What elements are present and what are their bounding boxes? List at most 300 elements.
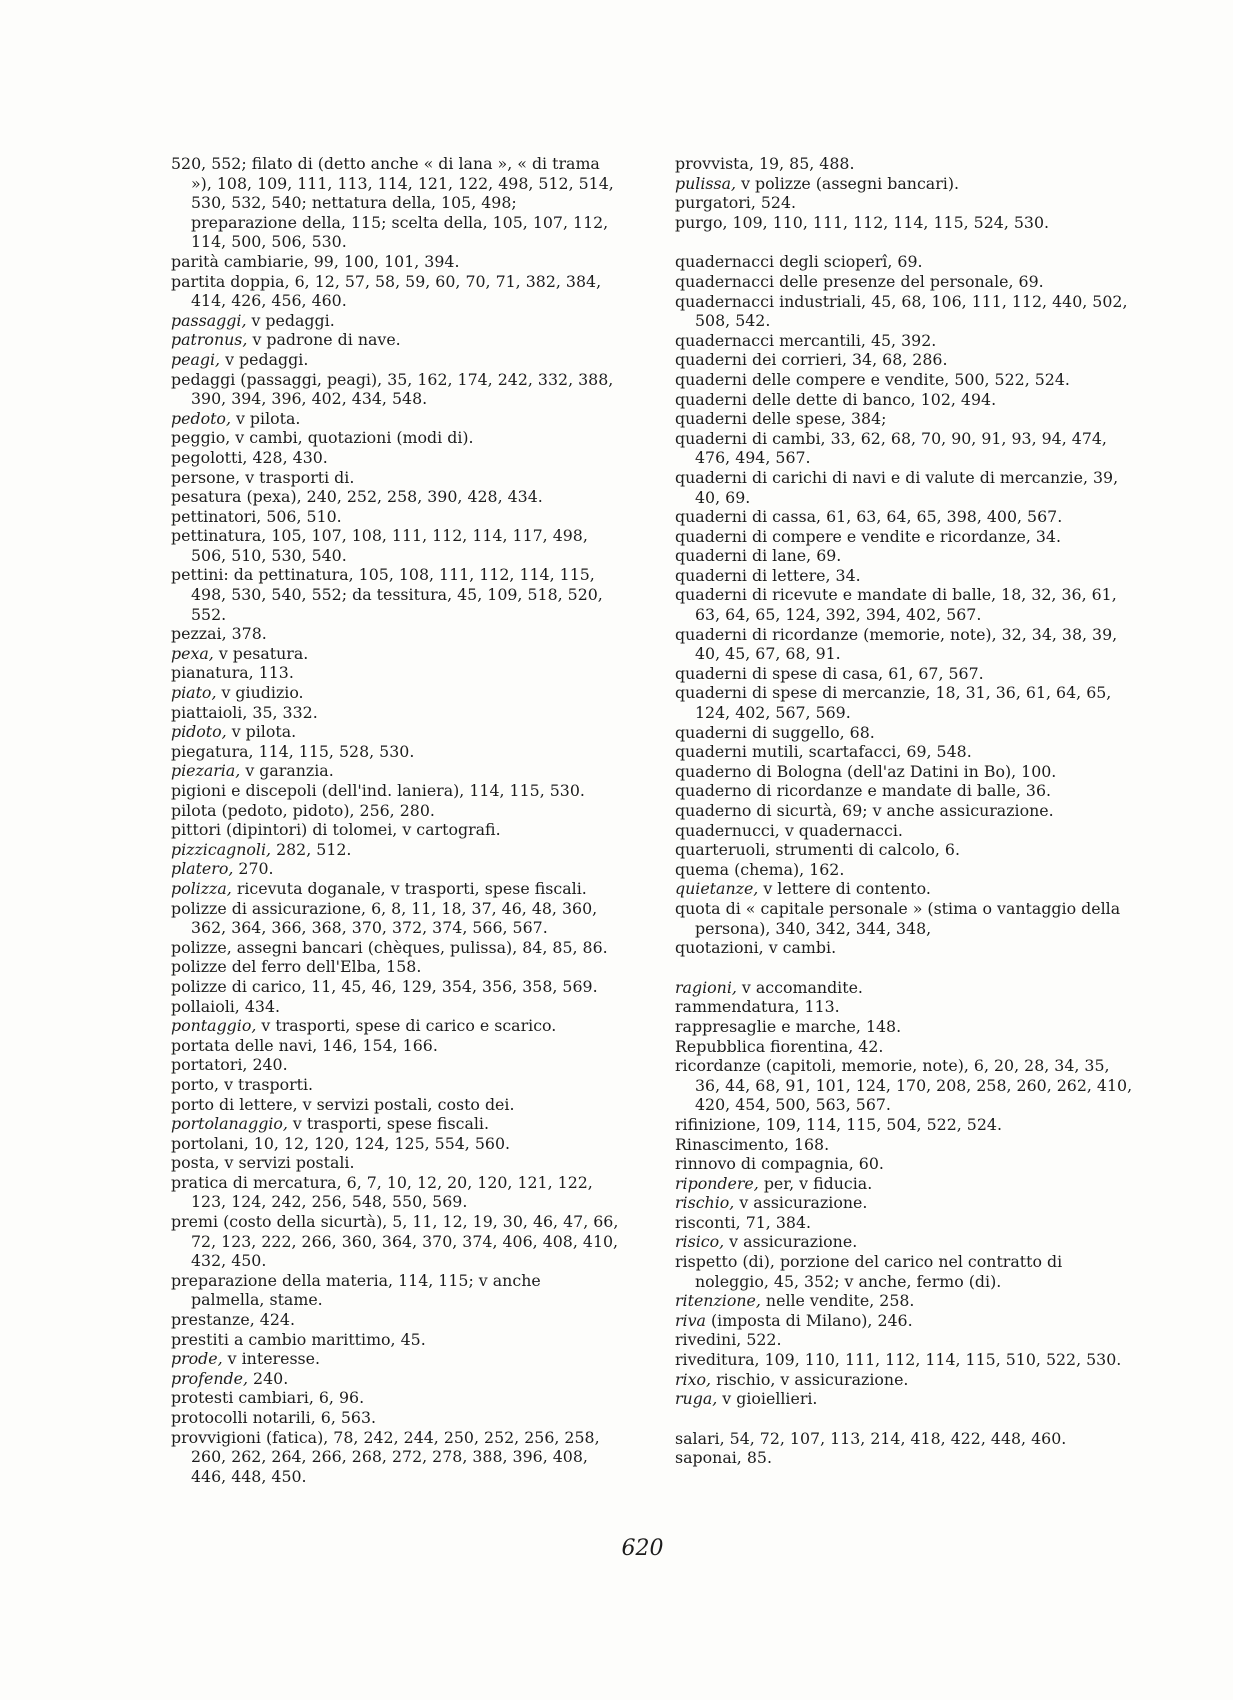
index-references: 506, 510. bbox=[261, 506, 342, 526]
index-entry bbox=[675, 546, 1135, 566]
index-references: v giudizio. bbox=[216, 683, 304, 703]
index-entry bbox=[171, 1212, 619, 1271]
index-entry bbox=[675, 213, 1135, 233]
section-gap bbox=[675, 1409, 1135, 1429]
index-entry bbox=[675, 762, 1135, 782]
index-references: 45. bbox=[395, 1329, 426, 1349]
index-references: 69. bbox=[892, 252, 923, 272]
index-entry bbox=[171, 1388, 619, 1408]
index-references: v interesse. bbox=[222, 1349, 321, 1369]
index-term: rinnovo di compagnia, bbox=[675, 1154, 854, 1174]
index-term: quadernucci, bbox=[675, 820, 780, 840]
index-entry bbox=[171, 977, 619, 997]
index-term: patronus, bbox=[171, 330, 248, 350]
index-term: partita doppia, bbox=[171, 271, 290, 291]
index-entry bbox=[171, 859, 619, 879]
index-entry bbox=[675, 527, 1135, 547]
index-term: porto, bbox=[171, 1074, 220, 1094]
index-term: risico, bbox=[675, 1232, 725, 1252]
index-term: portata delle navi, bbox=[171, 1035, 318, 1055]
index-term: quadernacci industriali, bbox=[675, 291, 867, 311]
index-term: quema bbox=[675, 859, 730, 879]
index-term: rammendatura, bbox=[675, 997, 800, 1017]
index-references: 39, 40, 69. bbox=[695, 467, 1119, 507]
index-entry bbox=[675, 1193, 1135, 1213]
index-entry bbox=[675, 997, 1135, 1017]
index-term: quaderni di carichi di navi e di valute di mercanzie, bbox=[675, 467, 1088, 487]
index-entry bbox=[171, 1408, 619, 1428]
index-term: ruga, bbox=[675, 1389, 718, 1409]
index-entry bbox=[675, 781, 1135, 801]
index-references: per, v fiducia. bbox=[758, 1173, 873, 1193]
index-entry bbox=[171, 1369, 619, 1389]
index-entry bbox=[675, 507, 1135, 527]
index-references: 69; v anche assicurazione. bbox=[837, 801, 1054, 820]
index-entry bbox=[171, 1075, 619, 1095]
index-term: platero, bbox=[171, 859, 234, 879]
index-references: v pedaggi. bbox=[246, 310, 335, 330]
index-references: 158. bbox=[381, 957, 422, 977]
index-term: quaderni di ricordanze bbox=[675, 624, 859, 644]
index-term: pettinatori, bbox=[171, 506, 262, 526]
index-entry bbox=[171, 1428, 619, 1487]
index-entry bbox=[675, 1135, 1135, 1155]
index-entry bbox=[675, 1370, 1135, 1390]
index-references: v trasporti, spese di carico e scarico. bbox=[256, 1016, 557, 1036]
index-entry bbox=[675, 801, 1135, 821]
index-references: v cambi, quotazioni (modi di). bbox=[230, 428, 474, 448]
index-term: parità cambiarie, bbox=[171, 251, 309, 271]
index-references: v assicurazione. bbox=[724, 1232, 858, 1252]
index-entry bbox=[675, 821, 1135, 841]
index-entry bbox=[675, 1291, 1135, 1311]
index-entry bbox=[171, 820, 619, 840]
index-term: quadernacci degli scioperî, bbox=[675, 252, 893, 272]
page-number: 620 bbox=[621, 1536, 664, 1561]
index-term: pulissa, bbox=[675, 173, 737, 193]
index-term: polizze di carico, bbox=[171, 976, 307, 996]
index-term: portolani, bbox=[171, 1133, 249, 1153]
index-entry bbox=[675, 978, 1135, 998]
index-references: 68. bbox=[844, 722, 875, 742]
index-entry bbox=[171, 1153, 619, 1173]
index-references: 11, 45, 46, 129, 354, 356, 358, 569. bbox=[306, 976, 598, 996]
index-term: pilota bbox=[171, 800, 217, 820]
index-references: 114, 115, 528, 530. bbox=[253, 741, 415, 761]
index-term: pesatura bbox=[171, 487, 242, 507]
index-term: purgatori, bbox=[675, 193, 756, 213]
index-references: (passaggi, peagi), 35, 162, 174, 242, 332, 388, 390, 394, 396, 402, 434, 548. bbox=[191, 369, 614, 409]
index-references: 146, 154, 166. bbox=[317, 1035, 438, 1055]
index-term: pegolotti, bbox=[171, 447, 248, 467]
index-references: nelle vendite, 258. bbox=[760, 1291, 915, 1311]
index-entry bbox=[675, 468, 1135, 507]
index-term: quaderni delle compere e vendite, bbox=[675, 369, 950, 389]
index-references: (dipintori) di tolomei, v cartografi. bbox=[220, 820, 501, 840]
index-term: quaderni mutili, scartafacci, bbox=[675, 742, 902, 762]
index-references: 428, 430. bbox=[247, 447, 328, 467]
index-references: 6, 8, 11, 18, 37, 46, 48, 360, 362, 364, 366, 368, 370, 372, 374, 566, 567. bbox=[191, 898, 598, 938]
index-references: 33, 62, 68, 70, 90, 91, 93, 94, 474, 476, 494, 567. bbox=[695, 428, 1107, 468]
index-entry bbox=[171, 781, 619, 801]
index-entry bbox=[675, 154, 1135, 174]
index-references: v garanzia. bbox=[240, 761, 334, 781]
index-entry bbox=[171, 1016, 619, 1036]
index-term: quaderno di ricordanze e mandate di balle, bbox=[675, 781, 1021, 801]
index-entry bbox=[675, 1330, 1135, 1350]
section-gap bbox=[675, 232, 1135, 252]
index-entry bbox=[675, 683, 1135, 722]
index-entry bbox=[675, 1232, 1135, 1252]
index-references: (chema), 162. bbox=[729, 859, 845, 879]
index-term: ricordanze bbox=[675, 1056, 761, 1076]
index-term: quaderno di sicurtà, bbox=[675, 801, 838, 820]
index-term: rischio, bbox=[675, 1193, 735, 1213]
index-term: quaderni di lettere, bbox=[675, 565, 831, 585]
index-entry bbox=[171, 487, 619, 507]
index-entry bbox=[171, 1310, 619, 1330]
index-term: ritenzione, bbox=[675, 1291, 761, 1311]
index-references: 240. bbox=[247, 1055, 288, 1075]
index-entry bbox=[171, 1173, 619, 1212]
index-entry bbox=[171, 663, 619, 683]
index-term: quaderni di compere e vendite e ricordanze, bbox=[675, 526, 1031, 546]
index-references: 71, 384. bbox=[740, 1212, 812, 1232]
index-term: peagi, bbox=[171, 349, 221, 369]
index-term: quaderni dei corrieri, bbox=[675, 350, 847, 370]
index-entry bbox=[171, 683, 619, 703]
index-references: 109, 110, 111, 112, 114, 115, 510, 522, 530. bbox=[759, 1350, 1122, 1370]
index-references: 522. bbox=[741, 1330, 782, 1350]
index-entry bbox=[171, 468, 619, 488]
index-references: 69. bbox=[1013, 271, 1044, 291]
index-entry bbox=[675, 1389, 1135, 1409]
index-term: protesti cambiari, bbox=[171, 1388, 314, 1408]
index-references: v pilota. bbox=[230, 408, 301, 428]
index-references: 6, 12, 57, 58, 59, 60, 70, 71, 382, 384, 414, 426, 456, 460. bbox=[191, 271, 602, 311]
index-references: 113. bbox=[799, 997, 840, 1017]
index-references: 105, 107, 108, 111, 112, 114, 117, 498, 506, 510, 530, 540. bbox=[191, 526, 588, 565]
index-term: pontaggio, bbox=[171, 1016, 257, 1036]
index-references: 45, 68, 106, 111, 112, 440, 502, 508, 542. bbox=[695, 291, 1128, 331]
index-references: 240. bbox=[248, 1368, 289, 1388]
index-column-right bbox=[675, 154, 1135, 1468]
index-entry bbox=[675, 723, 1135, 743]
index-term: quaderni di cassa, bbox=[675, 507, 822, 527]
index-term: piezaria, bbox=[171, 761, 241, 781]
index-term: passaggi, bbox=[171, 310, 247, 330]
index-entry bbox=[675, 1213, 1135, 1233]
index-entry bbox=[675, 174, 1135, 194]
index-references: 99, 100, 101, 394. bbox=[308, 251, 460, 271]
index-entry bbox=[675, 331, 1135, 351]
index-references: v pilota. bbox=[226, 722, 297, 742]
index-entry bbox=[675, 1252, 1135, 1291]
index-term: pigioni e discepoli bbox=[171, 781, 317, 800]
index-term: purgo, bbox=[675, 212, 728, 232]
index-references: 378. bbox=[226, 624, 267, 644]
index-term: piattaioli, bbox=[171, 702, 248, 722]
index-entry bbox=[675, 1037, 1135, 1057]
index-term: quaderni di lane, bbox=[675, 546, 812, 566]
index-entry bbox=[171, 272, 619, 311]
index-entry bbox=[675, 350, 1135, 370]
index-term: quaderni delle spese, bbox=[675, 409, 846, 429]
index-entry bbox=[675, 585, 1135, 624]
index-term: quaderno di Bologna bbox=[675, 761, 842, 781]
index-entry bbox=[171, 957, 619, 977]
index-entry bbox=[171, 526, 619, 565]
index-references: (dell'az Datini in Bo), 100. bbox=[842, 761, 1057, 781]
index-references: 85. bbox=[741, 1448, 772, 1468]
index-term: quota di « capitale personale » bbox=[675, 898, 923, 918]
index-entry bbox=[171, 350, 619, 370]
index-entry bbox=[171, 801, 619, 821]
index-references: v polizze (assegni bancari). bbox=[736, 173, 960, 193]
index-references: 42. bbox=[853, 1036, 884, 1056]
index-references: da pettinatura, 105, 108, 111, 112, 114, 115, 498, 530, 540, 552; da tessitura, 45, 109, 518, 520, 552. bbox=[191, 565, 603, 624]
index-references: marche, 148. bbox=[790, 1016, 902, 1036]
index-term: pezzai, bbox=[171, 624, 227, 644]
index-references: 113. bbox=[253, 663, 294, 683]
index-entry bbox=[675, 272, 1135, 292]
index-term: quadernacci delle presenze del personale, bbox=[675, 271, 1014, 291]
index-references: 6, 7, 10, 12, 20, 120, 121, 122, 123, 124, 242, 256, 548, 550, 569. bbox=[191, 1172, 593, 1212]
index-references: 18, 31, 36, 61, 64, 65, 124, 402, 567, 569. bbox=[695, 683, 1112, 723]
index-references: 36. bbox=[1020, 781, 1052, 801]
index-entry bbox=[675, 390, 1135, 410]
index-entry bbox=[675, 938, 1135, 958]
index-entry bbox=[171, 448, 619, 468]
index-term: quaderni delle dette di banco, bbox=[675, 389, 916, 409]
index-term: pidoto, bbox=[171, 722, 227, 742]
index-references: 35, 332. bbox=[247, 702, 318, 722]
index-references: 520, 552; filato di (detto anche « di lana », « di trama »), 108, 109, 111, 113, 114, 121, 122, 498, 512, 514, 530, 532, 540; nettatura della, 105, 498; preparazione della, 115; scelta della, 105, 107, 112, 114, 500, 506, 530. bbox=[171, 154, 614, 252]
index-references: 34. bbox=[1030, 526, 1062, 546]
index-references: (pedoto, pidoto), 256, 280. bbox=[216, 800, 435, 820]
index-references: 18, 32, 36, 61, 63, 64, 65, 124, 392, 394, 402, 567. bbox=[695, 585, 1117, 625]
index-term: prestiti a cambio marittimo, bbox=[171, 1329, 396, 1349]
index-references: 102, 494. bbox=[915, 389, 997, 409]
index-references: assegni bancari (chèques, pulissa), 84, 85, 86. bbox=[231, 937, 608, 957]
index-term: quaderni di spese di casa, bbox=[675, 663, 884, 683]
index-entry bbox=[171, 1055, 619, 1075]
index-term: piegatura, bbox=[171, 741, 254, 761]
index-references: 69, 548. bbox=[901, 742, 972, 762]
index-references: 19, 85, 488. bbox=[753, 154, 855, 173]
index-entry bbox=[171, 703, 619, 723]
index-references: 524. bbox=[755, 193, 797, 213]
index-term: quaderni di cambi, bbox=[675, 428, 826, 448]
index-entry bbox=[171, 624, 619, 644]
index-term: provvigioni bbox=[171, 1427, 261, 1447]
index-term: quaderni di spese di mercanzie, bbox=[675, 683, 931, 703]
index-entry bbox=[675, 252, 1135, 272]
index-entry bbox=[675, 409, 1135, 429]
index-entry bbox=[171, 409, 619, 429]
index-references: v trasporti di. bbox=[240, 467, 355, 487]
index-references: 270. bbox=[233, 859, 274, 879]
index-references: (stima o vantaggio della persona), 340, 342, 344, 348, bbox=[695, 898, 1121, 938]
index-references: 282, 512. bbox=[271, 839, 352, 859]
index-term: quaderni di ricevute e mandate di balle, bbox=[675, 585, 997, 605]
index-term: pettini: bbox=[171, 565, 229, 585]
index-entry bbox=[171, 1330, 619, 1350]
index-term: rispetto (di), bbox=[675, 1252, 775, 1272]
index-entry bbox=[171, 428, 619, 448]
index-entry bbox=[171, 644, 619, 664]
index-references: (fatica), 78, 242, 244, 250, 252, 256, 258, 260, 262, 264, 266, 268, 272, 278, 388, 396, 408, 446, 448, 450. bbox=[191, 1427, 600, 1486]
index-references: 34, 68, 286. bbox=[846, 350, 948, 370]
index-term: pianatura, bbox=[171, 663, 254, 683]
index-entry bbox=[171, 252, 619, 272]
index-references: v padrone di nave. bbox=[247, 330, 401, 350]
index-entry bbox=[675, 1350, 1135, 1370]
index-term: prode, bbox=[171, 1349, 223, 1369]
index-term: prestanze, bbox=[171, 1310, 255, 1330]
index-term: pittori bbox=[171, 820, 221, 840]
index-references: (memorie, note), 32, 34, 38, 39, 40, 45, 67, 68, 91. bbox=[695, 624, 1118, 664]
index-references: (capitoli, memorie, note), 6, 20, 28, 34, 35, 36, 44, 68, 91, 101, 124, 170, 208, 258, 260, 262, 410, 420, 454, 500, 563, 567. bbox=[695, 1056, 1133, 1115]
index-term: quietanze, bbox=[675, 879, 759, 899]
index-term: piato, bbox=[171, 683, 217, 703]
index-entry bbox=[171, 154, 619, 252]
index-entry bbox=[171, 938, 619, 958]
index-references: ricevuta doganale, v trasporti, spese fiscali. bbox=[231, 878, 587, 898]
index-references: 6, 563. bbox=[315, 1408, 377, 1427]
index-entry bbox=[171, 507, 619, 527]
index-references: rischio, v assicurazione. bbox=[711, 1369, 909, 1389]
index-entry bbox=[675, 1448, 1135, 1468]
index-entry bbox=[675, 1154, 1135, 1174]
index-term: riva bbox=[675, 1310, 706, 1330]
index-references: 424. bbox=[254, 1310, 295, 1330]
index-entry bbox=[675, 860, 1135, 880]
index-entry bbox=[675, 625, 1135, 664]
index-references: 168. bbox=[788, 1134, 830, 1154]
index-entry bbox=[171, 1349, 619, 1369]
index-references: 500, 522, 524. bbox=[949, 369, 1070, 389]
index-entry bbox=[171, 1271, 619, 1310]
index-term: quarteruoli, bbox=[675, 840, 771, 860]
index-term: rappresaglie e bbox=[675, 1016, 791, 1036]
index-references: v lettere di contento. bbox=[758, 879, 931, 899]
index-term: portatori, bbox=[171, 1055, 248, 1075]
index-term: pexa, bbox=[171, 643, 214, 663]
index-references: v assicurazione. bbox=[734, 1193, 868, 1213]
index-term: pedaggi bbox=[171, 369, 236, 389]
index-entry bbox=[675, 370, 1135, 390]
index-references: 6, 96. bbox=[313, 1388, 365, 1408]
index-references: (costo della sicurtà), 5, 11, 12, 19, 30, 46, 47, 66, 72, 123, 222, 266, 360, 364, 370, 374, 406, 408, 410, 432, 450. bbox=[191, 1212, 619, 1271]
index-entry bbox=[675, 664, 1135, 684]
index-entry bbox=[675, 193, 1135, 213]
index-entry bbox=[675, 742, 1135, 762]
index-entry bbox=[675, 840, 1135, 860]
index-references: porzione del carico nel contratto di noleggio, 45, 352; v anche, fermo (di). bbox=[695, 1252, 1063, 1291]
index-term: quaderni di suggello, bbox=[675, 722, 845, 742]
index-references: (dell'ind. laniera), 114, 115, 530. bbox=[316, 781, 585, 800]
index-term: preparazione della materia, bbox=[171, 1270, 394, 1290]
index-entry bbox=[171, 840, 619, 860]
index-entry bbox=[675, 1056, 1135, 1115]
index-entry bbox=[171, 565, 619, 624]
index-references: 10, 12, 120, 124, 125, 554, 560. bbox=[248, 1133, 511, 1153]
index-references: v gioiellieri. bbox=[717, 1389, 818, 1409]
index-term: posta, bbox=[171, 1153, 220, 1173]
index-references: 61, 63, 64, 65, 398, 400, 567. bbox=[821, 507, 1063, 527]
index-term: ragioni, bbox=[675, 977, 737, 997]
index-entry bbox=[675, 1311, 1135, 1331]
index-term: quotazioni, bbox=[675, 938, 764, 958]
index-entry bbox=[675, 566, 1135, 586]
index-term: persone, bbox=[171, 467, 241, 487]
index-term: peggio, bbox=[171, 428, 231, 448]
index-references: 61, 67, 567. bbox=[883, 663, 984, 683]
index-term: pratica di mercatura, bbox=[171, 1172, 342, 1192]
index-entry bbox=[171, 1134, 619, 1154]
index-term: rifinizione, bbox=[675, 1114, 761, 1134]
index-term: protocolli notarili, bbox=[171, 1408, 316, 1427]
index-references: strumenti di calcolo, 6. bbox=[770, 840, 960, 860]
index-entry bbox=[171, 879, 619, 899]
index-entry bbox=[171, 311, 619, 331]
index-references: 54, 72, 107, 113, 214, 418, 422, 448, 460. bbox=[724, 1428, 1067, 1448]
index-term: pettinatura, bbox=[171, 526, 267, 546]
index-entry bbox=[171, 722, 619, 742]
index-term: pollaioli, bbox=[171, 996, 240, 1016]
index-references: 34. bbox=[830, 565, 861, 585]
index-entry bbox=[675, 879, 1135, 899]
index-term: salari, bbox=[675, 1428, 725, 1448]
index-references: v trasporti, spese fiscali. bbox=[287, 1114, 489, 1134]
index-term: polizze di assicurazione, bbox=[171, 898, 367, 918]
index-references: 384; bbox=[845, 409, 887, 429]
index-references: (pexa), 240, 252, 258, 390, 428, 434. bbox=[241, 487, 543, 507]
index-term: premi bbox=[171, 1212, 219, 1232]
index-term: Repubblica fiorentina, bbox=[675, 1036, 854, 1056]
index-term: polizze, bbox=[171, 937, 232, 957]
index-entry bbox=[171, 761, 619, 781]
index-entry bbox=[675, 1115, 1135, 1135]
index-references: 69. bbox=[811, 546, 842, 566]
index-entry bbox=[171, 370, 619, 409]
index-term: polizza, bbox=[171, 878, 232, 898]
index-term: polizze del ferro dell'Elba, bbox=[171, 957, 382, 977]
index-references: 109, 114, 115, 504, 522, 524. bbox=[760, 1114, 1002, 1134]
index-references: 109, 110, 111, 112, 114, 115, 524, 530. bbox=[727, 212, 1050, 232]
index-entry bbox=[171, 997, 619, 1017]
index-term: pedoto, bbox=[171, 408, 231, 428]
index-term: Rinascimento, bbox=[675, 1134, 789, 1154]
index-term: pizzicagnoli, bbox=[171, 839, 272, 859]
index-entry bbox=[675, 899, 1135, 938]
index-references: v pedaggi. bbox=[220, 349, 309, 369]
index-term: ripondere, bbox=[675, 1173, 759, 1193]
index-term: quadernacci mercantili, bbox=[675, 330, 866, 350]
index-term: rixo, bbox=[675, 1369, 712, 1389]
index-term: portolanaggio, bbox=[171, 1114, 288, 1134]
index-references: v cambi. bbox=[763, 938, 837, 958]
section-gap bbox=[675, 958, 1135, 978]
index-term: saponai, bbox=[675, 1448, 742, 1468]
index-term: rivedini, bbox=[675, 1330, 742, 1350]
index-entry bbox=[675, 1174, 1135, 1194]
index-references: v servizi postali. bbox=[219, 1153, 355, 1173]
index-entry bbox=[171, 1095, 619, 1115]
index-entry bbox=[675, 292, 1135, 331]
index-entry bbox=[675, 429, 1135, 468]
